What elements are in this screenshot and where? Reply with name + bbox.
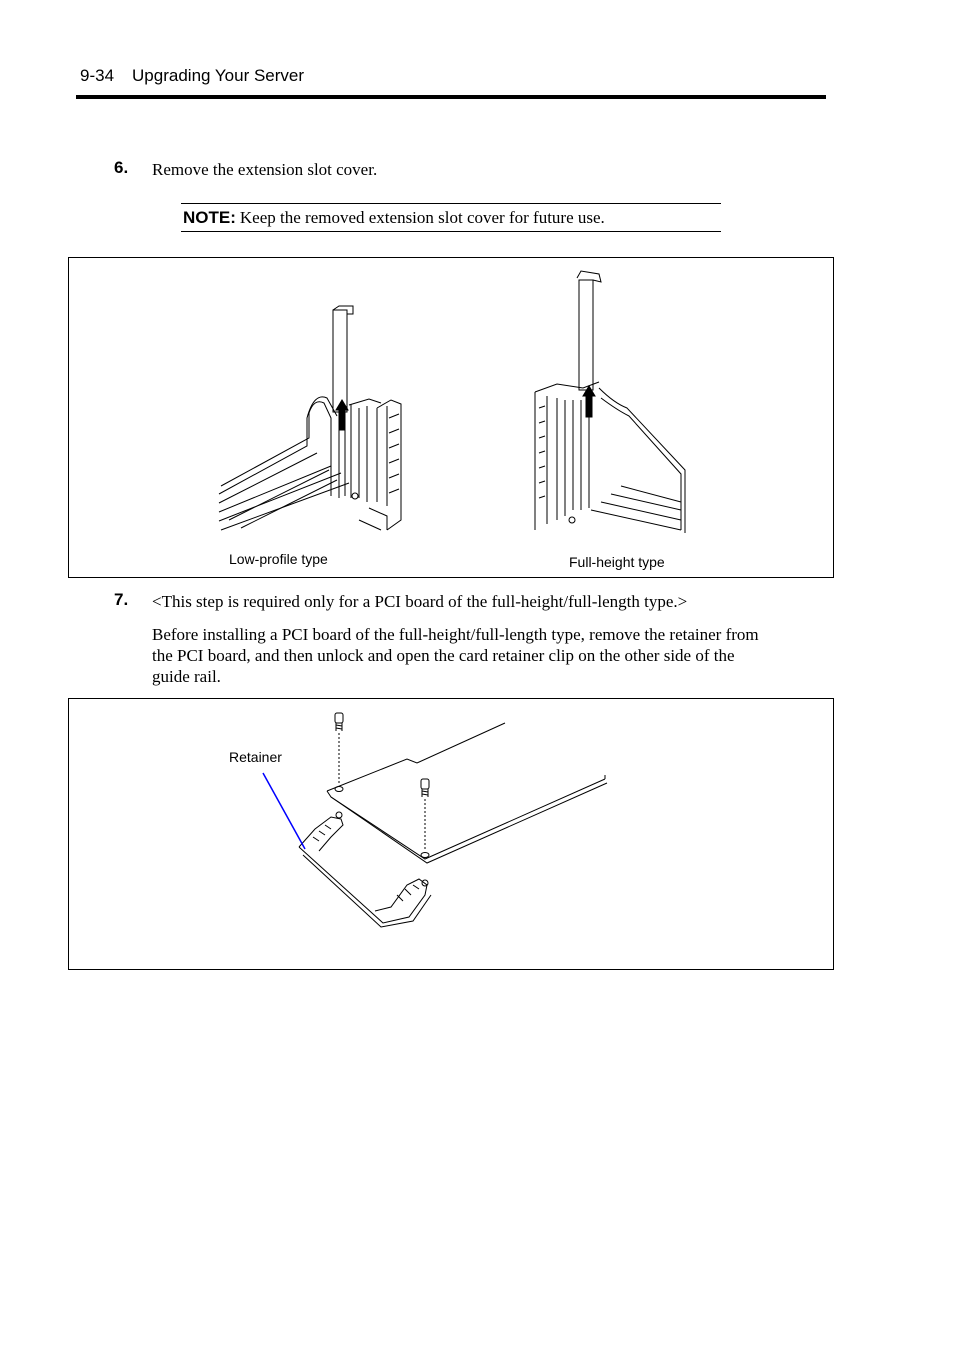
header-rule	[76, 95, 826, 99]
low-profile-illustration	[219, 306, 401, 530]
slot-cover-illustration	[69, 258, 833, 577]
note-text: Keep the removed extension slot cover for future use.	[239, 208, 605, 227]
page-header	[80, 66, 304, 86]
retainer-illustration	[69, 699, 833, 969]
section-title: Upgrading Your Server	[132, 66, 305, 85]
full-height-illustration	[535, 271, 685, 533]
screw-right	[421, 779, 429, 851]
step-6-number: 6.	[114, 158, 129, 177]
step-7-body-line: the PCI board, and then unlock and open the card retainer clip on the other side of the	[152, 646, 735, 665]
full-height-caption: Full-height type	[569, 554, 665, 570]
retainer-callout-line	[263, 773, 305, 849]
step-7-text: <This step is required only for a PCI board of the full-height/full-length type.>	[152, 592, 688, 611]
retainer-figure	[68, 698, 834, 970]
step-7-number: 7.	[114, 590, 129, 609]
step-7-body-line: guide rail.	[152, 667, 221, 686]
screw-left	[335, 713, 343, 785]
slot-cover-figure	[68, 257, 834, 578]
note-label: NOTE:	[183, 208, 236, 227]
note-box	[181, 203, 721, 232]
step-7-body	[152, 624, 822, 687]
low-profile-caption: Low-profile type	[229, 551, 328, 567]
step-6-text: Remove the extension slot cover.	[152, 160, 378, 179]
step-7-body-line: Before installing a PCI board of the full-height/full-length type, remove the retainer from	[152, 625, 759, 644]
retainer-part	[299, 812, 431, 927]
page-number: 9-34	[80, 66, 115, 85]
retainer-callout-label: Retainer	[229, 749, 282, 765]
